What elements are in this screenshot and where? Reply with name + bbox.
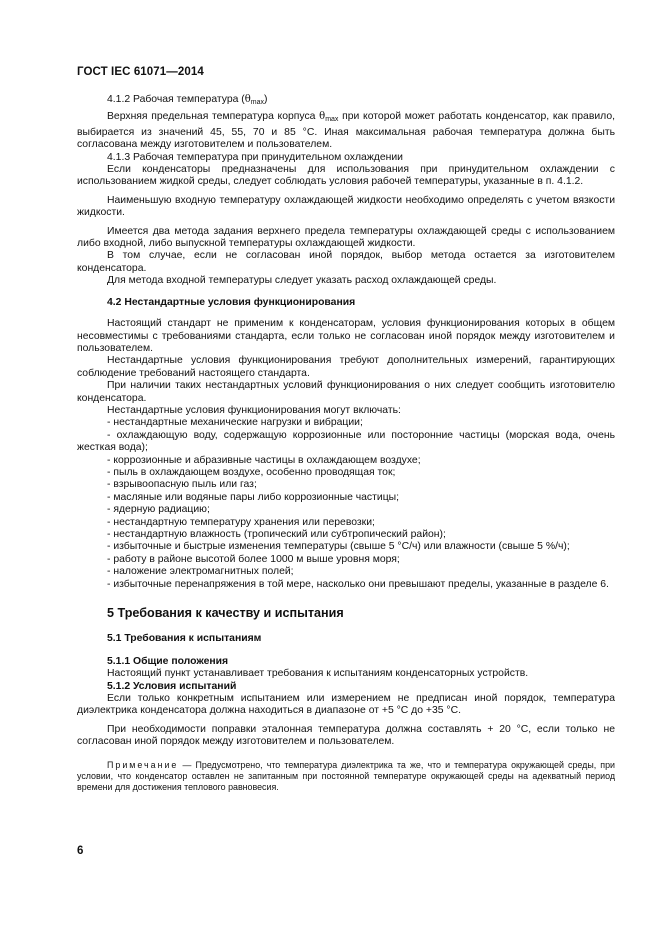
page-number: 6 bbox=[77, 845, 84, 857]
paragraph: Если конденсаторы предназначены для использования при принудительном охлаждении с использованием жидкой среды, следует соблюдать условия рабочей температуры, указанные в п. 4.1.2. bbox=[77, 164, 615, 188]
list-item: - избыточные и быстрые изменения температуры (свыше 5 °С/ч) или влажности (свыше 5 %/ч); bbox=[107, 541, 570, 553]
section-5-1-title: 5.1 Требования к испытаниям bbox=[107, 633, 262, 645]
page-content bbox=[77, 94, 615, 793]
list-item: - взрывоопасную пыль или газ; bbox=[107, 479, 257, 491]
list-item: - масляные или водяные пары либо коррозионные частицы; bbox=[107, 491, 399, 503]
standard-header: ГОСТ IEC 61071—2014 bbox=[77, 66, 204, 78]
max-subscript: max bbox=[325, 116, 339, 124]
paragraph: Нестандартные условия функционирования могут включать: bbox=[107, 404, 401, 416]
note-label: Примечание bbox=[107, 759, 179, 770]
paragraph: Настоящий стандарт не применим к конденсаторам, условия функционирования которых в общем несовместимы с требованиями стандарта, если только не согласован иной порядок между изготовителем и пользователем. bbox=[77, 318, 615, 354]
list-item: - избыточные перенапряжения в той мере, насколько они превышают пределы, указанные в разделе 6. bbox=[107, 578, 609, 590]
paragraph: Для метода входной температуры следует указать расход охлаждающей среды. bbox=[107, 275, 497, 287]
section-4-1-3-title: 4.1.3 Рабочая температура при принудительном охлаждении bbox=[107, 151, 403, 163]
list-item: - нестандартную влажность (тропический или субтропический район); bbox=[107, 529, 446, 540]
list-item: - ядерную радиацию; bbox=[107, 504, 210, 516]
list-item: - нестандартные механические нагрузки и вибрации; bbox=[107, 417, 363, 429]
theta-symbol: θ bbox=[244, 94, 251, 105]
paragraph: При наличии таких нестандартных условий функционирования о них следует сообщить изготовителю конденсатора. bbox=[77, 380, 615, 404]
section-5-title: 5 Требования к качеству и испытания bbox=[107, 606, 344, 621]
paragraph: В том случае, если не согласован иной порядок, выбор метода остается за изготовителем конденсатора. bbox=[77, 250, 615, 274]
list-item: - нестандартную температуру хранения или перевозки; bbox=[107, 516, 375, 528]
conditions-list bbox=[77, 417, 615, 591]
section-5-1-1-title: 5.1.1 Общие положения bbox=[107, 655, 229, 667]
list-item: - наложение электромагнитных полей; bbox=[107, 566, 294, 578]
list-item: - пыль в охлаждающем воздухе, особенно проводящая ток; bbox=[107, 466, 396, 478]
paragraph: Имеется два метода задания верхнего предела температуры охлаждающей среды с использованием либо входной, либо выпускной температуры охлаждающей жидкости. bbox=[77, 225, 615, 250]
max-subscript: max bbox=[250, 99, 264, 106]
note-text: — Предусмотрено, что температура диэлектрика та же, что и температура окружающей среды, при условии, что конденсатор оставлен не запитанным при постоянной температуре окружающей среды на адекватный период времени для достижения теплового равновесия. bbox=[77, 759, 615, 792]
paragraph: Наименьшую входную температуру охлаждающей жидкости необходимо определять с учетом вязкости жидкости. bbox=[77, 194, 615, 219]
paragraph: При необходимости поправки эталонная температура должна составлять + 20 °С, если только не согласован иной порядок между изготовителем и пользователем. bbox=[77, 723, 615, 748]
paragraph: Настоящий пункт устанавливает требования к испытаниям конденсаторных устройств. bbox=[107, 668, 529, 680]
theta-symbol: θ bbox=[319, 111, 326, 123]
paragraph: Если только конкретным испытанием или измерением не предписан иной порядок, температура диэлектрика конденсатора должна находиться в диапазоне от +5 °С до +35 °С. bbox=[77, 693, 615, 717]
list-item: - работу в районе высотой более 1000 м выше уровня моря; bbox=[107, 553, 400, 565]
note bbox=[77, 760, 615, 793]
section-4-1-2-paragraph: Верхняя предельная температура корпуса $\theta_{max}$ при которой может работать конденсатор, как правило, выбирается из значений 45, 55, 70 и 85 °С. Иная максимальная рабочая температура должна быть согласована между изготовителем и пользователем. bbox=[77, 111, 615, 151]
list-item: - охлаждающую воду, содержащую коррозионные или посторонние частицы (морская вода, очень жесткая вода); bbox=[77, 429, 615, 454]
section-4-1-2-title: 4.1.2 Рабочая температура $(\theta_{max})$ bbox=[107, 94, 268, 106]
section-4-2-title: 4.2 Нестандартные условия функционирования bbox=[107, 296, 356, 308]
paragraph: Нестандартные условия функционирования требуют дополнительных измерений, гарантирующих соблюдение требований настоящего стандарта. bbox=[77, 355, 615, 379]
list-item: - коррозионные и абразивные частицы в охлаждающем воздухе; bbox=[107, 454, 421, 466]
section-5-1-2-title: 5.1.2 Условия испытаний bbox=[107, 680, 237, 692]
